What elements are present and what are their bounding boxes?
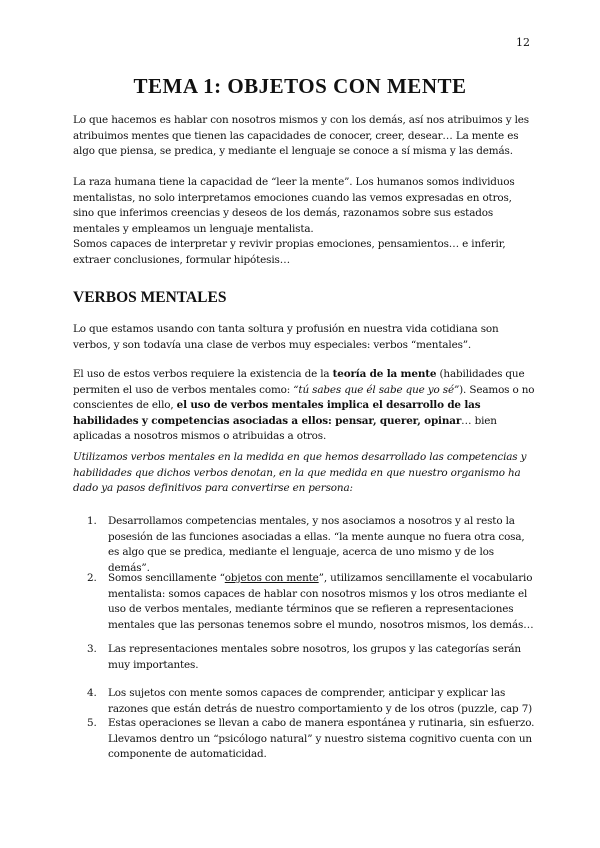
p2-text-e: ). Seamos o no conscientes de ello, xyxy=(73,383,535,412)
list-text: Las representaciones mentales sobre nosotros, los grupos y las categorías serán muy importantes. xyxy=(108,643,521,671)
section-paragraph-2 xyxy=(73,367,535,445)
p3-italic: Utilizamos verbos mentales en la medida en que hemos desarrollado las competencias y habilidades que dichos verbos denotan, en la que medida en que nuestro organismo ha dado ya pasos definitivos para convertirse en persona: xyxy=(73,451,527,495)
list-text: Los sujetos con mente somos capaces de comprender, anticipar y explicar las razones que están detrás de nuestro comportamiento y de los otros (puzzle, cap 7) xyxy=(108,687,533,715)
list-number: 1. xyxy=(87,515,97,527)
list-text-b: ”, utilizamos sencillamente el vocabulario mentalista: somos capaces de hablar con nosotros mismos y los otros mediante el uso de verbos mentales, mediante términos que se refieren a representaciones mentales que las personas tenemos sobre el mundo, nosotros mismos, los demás… xyxy=(108,572,534,631)
section-paragraph-3 xyxy=(73,450,535,497)
list-number: 5. xyxy=(87,717,97,729)
section-heading: VERBOS MENTALES xyxy=(73,289,227,306)
p2-bold-term: teoría de la mente xyxy=(332,368,437,380)
section-paragraph-1: Lo que estamos usando con tanta soltura y profusión en nuestra vida cotidiana son verbos, y son todavía una clase de verbos muy especiales: verbos “mentales”. xyxy=(73,323,499,351)
page-title: TEMA 1: OBJETOS CON MENTE xyxy=(133,74,467,98)
list-text: Estas operaciones se llevan a cabo de manera espontánea y rutinaria, sin esfuerzo. Llevamos dentro un “psicólogo natural” y nuestro sistema cognitivo cuenta con un componente de automaticidad. xyxy=(108,717,535,761)
objetos-con-mente-link: objetos con mente xyxy=(224,572,319,584)
p2-italic-quote: “tú sabes que él sabe que yo sé” xyxy=(293,383,460,396)
list-number: 4. xyxy=(87,687,97,699)
list-text-a: Somos sencillamente “ xyxy=(108,572,225,584)
p2-text-c: (habilidades que permiten el uso de verbos mentales como: xyxy=(73,368,525,396)
p2-text-a: El uso de estos verbos requiere la existencia de la xyxy=(73,368,333,380)
intro-paragraph-2: La raza humana tiene la capacidad de “leer la mente”. Los humanos somos individuos mentalistas, no solo interpretamos emociones cuando las vemos expresadas en otros, sino que inferimos creencias y deseos de los demás, razonamos sobre sus estados mentales y empleamos un lenguaje mentalista. xyxy=(73,176,515,235)
intro-paragraph-1: Lo que hacemos es hablar con nosotros mismos y con los demás, así nos atribuimos y les atribuimos mentes que tienen las capacidades de conocer, creer, desear… La mente es algo que piensa, se predica, y mediante el lenguaje se conoce a sí misma y las demás. xyxy=(73,114,529,158)
intro-paragraph-3: Somos capaces de interpretar y revivir propias emociones, pensamientos… e inferir, extraer conclusiones, formular hipótesis… xyxy=(73,238,506,266)
list-number: 2. xyxy=(87,572,97,584)
list-text: Desarrollamos competencias mentales, y nos asociamos a nosotros y al resto la posesión de las funciones asociadas a ellas. “la mente aunque no fuera otra cosa, es algo que se predica, mediante el lenguaje, acerca de uno mismo y de los demás”. xyxy=(108,515,525,574)
list-text xyxy=(108,571,535,633)
page-number: 12 xyxy=(516,36,530,49)
p2-text-g: … bien aplicadas a nosotros mismos o atribuidas a otros. xyxy=(73,414,497,443)
list-number: 3. xyxy=(87,643,97,655)
p2-bold-claim: el uso de verbos mentales implica el desarrollo de las habilidades y competencias asociadas a ellos: pensar, querer, opinar xyxy=(73,399,481,427)
